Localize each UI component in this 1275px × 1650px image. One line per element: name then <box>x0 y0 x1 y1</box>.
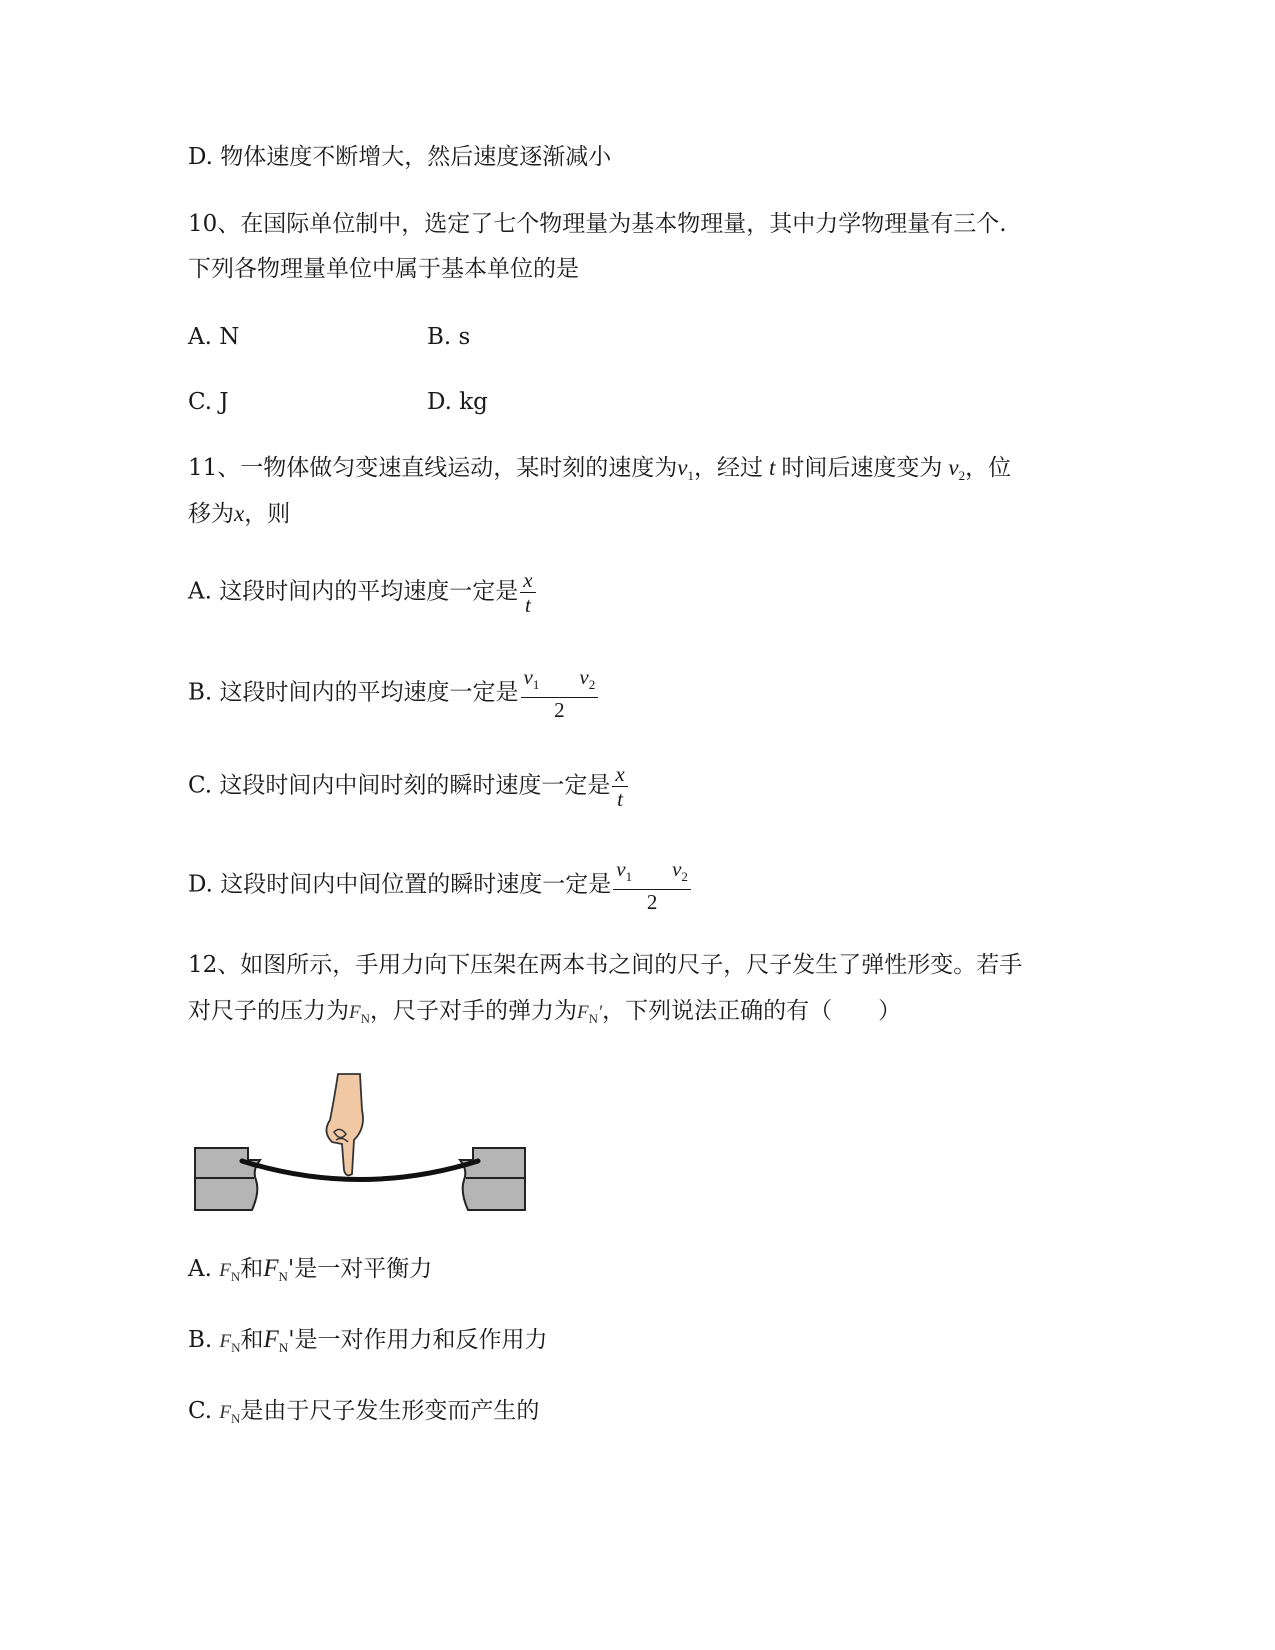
q12-option-a: A. $F_N$和$F_N'$是一对平衡力 <box>188 1255 433 1284</box>
option-label: C. <box>188 1398 213 1424</box>
q11-text: 移为 <box>188 501 234 527</box>
q10-option-a: A. N <box>188 324 240 350</box>
fn-symbol: $F_N$ <box>219 1260 241 1284</box>
option-text: B. 这段时间内的平均速度一定是 <box>188 679 519 706</box>
q11-option-b <box>188 665 598 722</box>
q12-option-b: B. $F_N$和$F_N'$是一对作用力和反作用力 <box>188 1326 548 1355</box>
t-symbol: t <box>769 455 776 480</box>
hand-pressing-ruler-between-books-figure <box>190 1070 530 1220</box>
option-label: B. <box>188 1327 213 1353</box>
q11-text: 11、一物体做匀变速直线运动，某时刻的速度为 <box>188 455 678 481</box>
q12-stem-line2 <box>188 996 901 1034</box>
fraction-v1-v2-over-2: $\frac{v_1 v_2}{2}$ <box>613 857 691 914</box>
fn-prime-symbol: $F_N$ <box>263 1326 289 1355</box>
v2-symbol: $v_2$ <box>948 455 966 483</box>
fn-symbol: $F_N$ <box>219 1402 241 1426</box>
option-text: C. 这段时间内中间时刻的瞬时速度一定是 <box>188 772 611 799</box>
right-book-icon <box>460 1148 525 1210</box>
q10-option-c: C. J <box>188 389 229 415</box>
option-text: 是一对作用力和反作用力 <box>294 1327 548 1353</box>
fn-symbol: $F_N$ <box>219 1331 241 1355</box>
fraction-v1-v2-over-2: $\frac{v_1 v_2}{2}$ <box>521 665 599 722</box>
q12-text: ，尺子对手的弹力为 <box>370 998 577 1024</box>
he-text: 和 <box>240 1256 264 1282</box>
q11-text: ，经过 <box>694 455 763 481</box>
v1-symbol: $v_1$ <box>677 455 694 483</box>
option-text: D. 这段时间内中间位置的瞬时速度一定是 <box>188 871 612 898</box>
q11-option-a <box>188 568 536 617</box>
fraction-x-over-t: $\frac{x}{t}$ <box>612 762 627 811</box>
q12-option-c <box>188 1396 539 1434</box>
q12-text: ，下列说法正确的有（ ） <box>602 998 902 1024</box>
q11-text: ，则 <box>244 501 291 527</box>
fn-prime-symbol: $F_N'$ <box>577 1002 603 1026</box>
q11-text: ，位 <box>965 455 1012 481</box>
q10-option-d: D. kg <box>427 389 488 415</box>
he-text: 和 <box>240 1327 264 1353</box>
fraction-x-over-t: $\frac{x}{t}$ <box>520 568 535 617</box>
q11-text: 时间后速度变为 <box>781 455 943 481</box>
q10-stem-line1: 10、在国际单位制中，选定了七个物理量为基本物理量，其中力学物理量有三个. <box>188 211 1007 237</box>
hand-icon <box>326 1074 363 1175</box>
q10-stem-line2: 下列各物理量单位中属于基本单位的是 <box>188 256 579 282</box>
option-label: A. <box>188 1256 212 1282</box>
q11-stem-line1 <box>188 453 1011 491</box>
option-text: 是由于尺子发生形变而产生的 <box>240 1398 540 1424</box>
q11-stem-line2 <box>188 499 290 529</box>
x-symbol: x <box>234 501 245 526</box>
q10-option-b: B. s <box>427 324 471 350</box>
q11-option-d <box>188 857 691 914</box>
option-text: 是一对平衡力 <box>294 1256 433 1282</box>
fn-symbol: $F_N$ <box>349 1002 370 1026</box>
q12-stem-line1: 12、如图所示，手用力向下压架在两本书之间的尺子，尺子发生了弹性形变。若手 <box>188 952 1023 978</box>
left-book-icon <box>195 1148 260 1210</box>
ruler-icon <box>242 1161 478 1180</box>
q11-option-c <box>188 762 628 811</box>
fn-prime-symbol: $F_N$ <box>263 1255 288 1284</box>
q9-option-d: D. 物体速度不断增大，然后速度逐渐减小 <box>188 144 612 170</box>
q12-text: 对尺子的压力为 <box>188 998 349 1024</box>
option-text: A. 这段时间内的平均速度一定是 <box>188 578 519 605</box>
